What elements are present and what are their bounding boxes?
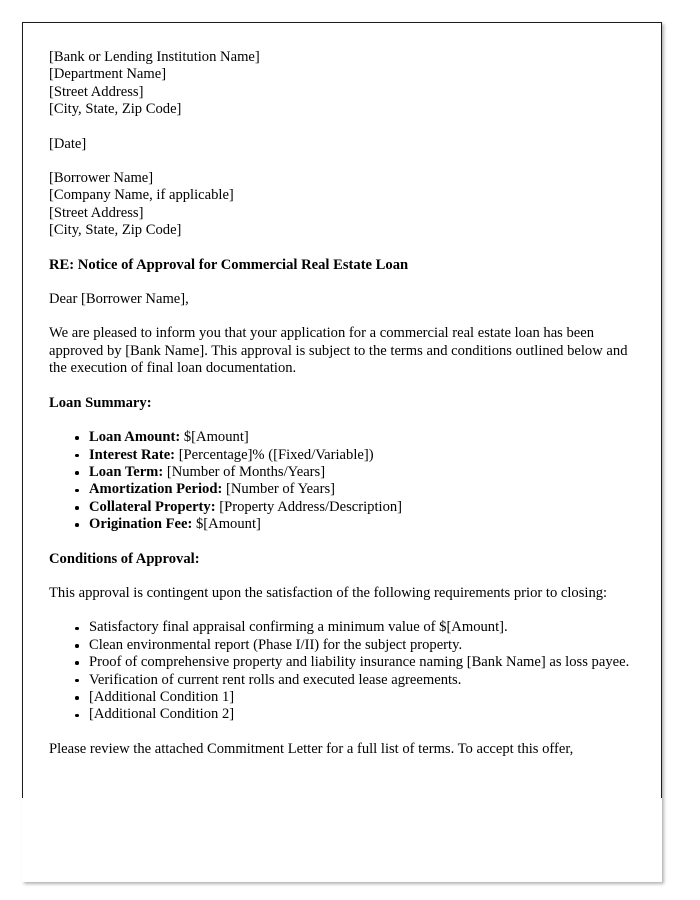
list-item bbox=[49, 481, 637, 498]
conditions-list bbox=[49, 619, 637, 723]
sender-line-city-state-zip: [City, State, Zip Code] bbox=[49, 101, 182, 118]
list-item: Proof of comprehensive property and liability insurance naming [Bank Name] as loss payee. bbox=[49, 654, 637, 671]
date-line: [Date] bbox=[49, 135, 87, 152]
loan-summary-label-interest-rate: Interest Rate: bbox=[89, 446, 176, 463]
subject-re-line: RE: Notice of Approval for Commercial Real Estate Loan bbox=[49, 256, 409, 273]
recipient-line-company: [Company Name, if applicable] bbox=[49, 187, 234, 204]
recipient-line-city-state-zip: [City, State, Zip Code] bbox=[49, 222, 182, 239]
loan-summary-value-origination-fee: $[Amount] bbox=[192, 516, 261, 533]
recipient-line-name: [Borrower Name] bbox=[49, 170, 154, 187]
list-item bbox=[49, 429, 637, 446]
recipient-line-street: [Street Address] bbox=[49, 204, 144, 221]
list-item: Clean environmental report (Phase I/II) for the subject property. bbox=[49, 637, 637, 654]
list-item bbox=[49, 447, 637, 464]
list-item: Verification of current rent rolls and executed lease agreements. bbox=[49, 672, 637, 689]
loan-summary-value-loan-term: [Number of Months/Years] bbox=[163, 463, 326, 480]
sender-address-block bbox=[49, 49, 637, 119]
loan-summary-heading: Loan Summary: bbox=[49, 394, 152, 411]
loan-summary-label-origination-fee: Origination Fee: bbox=[89, 516, 193, 533]
sender-line-street: [Street Address] bbox=[49, 83, 144, 100]
loan-summary-value-collateral-property: [Property Address/Description] bbox=[215, 498, 403, 515]
loan-summary-value-interest-rate: [Percentage]% ([Fixed/Variable]) bbox=[175, 446, 374, 463]
intro-paragraph: We are pleased to inform you that your application for a commercial real estate loan has been approved by [Bank Name]. This approval is subject to the terms and conditions outlined below and the execution of final loan documentation. bbox=[49, 325, 628, 377]
recipient-address-block bbox=[49, 170, 637, 240]
loan-summary-value-loan-amount: $[Amount] bbox=[180, 429, 249, 446]
document-body bbox=[23, 23, 662, 758]
loan-summary-label-amortization-period: Amortization Period: bbox=[89, 481, 223, 498]
list-item: [Additional Condition 2] bbox=[49, 706, 637, 723]
sender-line-department: [Department Name] bbox=[49, 66, 167, 83]
document-page bbox=[22, 22, 662, 798]
loan-summary-value-amortization-period: [Number of Years] bbox=[222, 481, 336, 498]
conditions-intro-paragraph: This approval is contingent upon the satisfaction of the following requirements prior to closing: bbox=[49, 584, 608, 601]
sender-line-institution: [Bank or Lending Institution Name] bbox=[49, 49, 260, 65]
loan-summary-label-loan-term: Loan Term: bbox=[89, 463, 164, 480]
list-item: Satisfactory final appraisal confirming a minimum value of $[Amount]. bbox=[49, 619, 637, 636]
loan-summary-list bbox=[49, 429, 637, 533]
loan-summary-label-collateral-property: Collateral Property: bbox=[89, 498, 216, 515]
list-item bbox=[49, 499, 637, 516]
list-item: [Additional Condition 1] bbox=[49, 689, 637, 706]
list-item bbox=[49, 464, 637, 481]
list-item bbox=[49, 516, 637, 533]
conditions-heading: Conditions of Approval: bbox=[49, 550, 200, 567]
date-block bbox=[49, 136, 637, 153]
closing-paragraph: Please review the attached Commitment Letter for a full list of terms. To accept this offer, bbox=[49, 740, 574, 757]
loan-summary-label-loan-amount: Loan Amount: bbox=[89, 429, 181, 446]
salutation: Dear [Borrower Name], bbox=[49, 291, 189, 308]
